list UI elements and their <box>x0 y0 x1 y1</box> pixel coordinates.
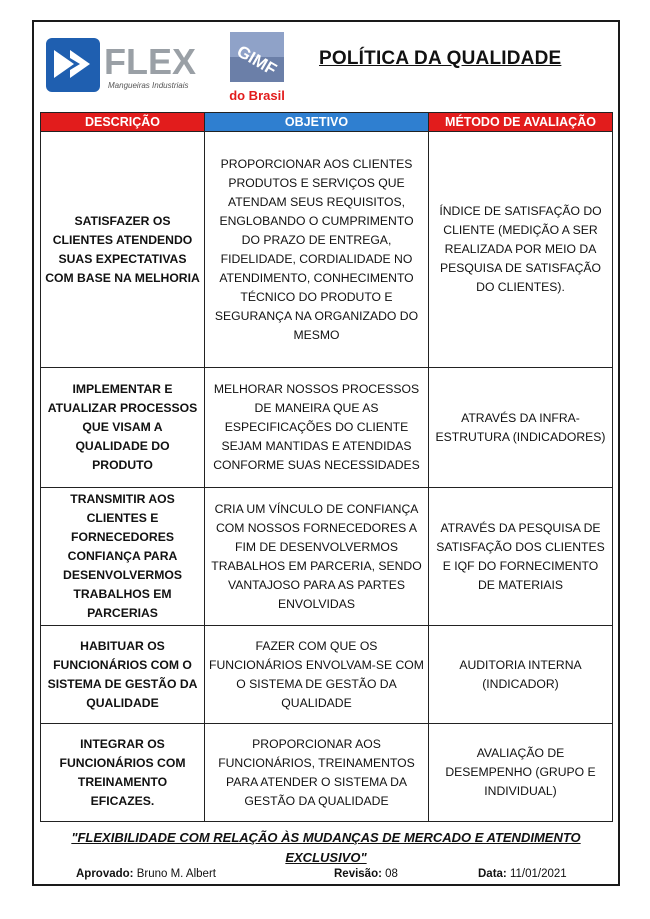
revision <box>334 868 398 880</box>
cell-metodo: AVALIAÇÃO DE DESEMPENHO (GRUPO E INDIVIDUAL) <box>429 724 613 822</box>
svg-text:Mangueiras Industriais: Mangueiras Industriais <box>108 81 189 90</box>
cell-metodo: ATRAVÉS DA INFRA-ESTRUTURA (INDICADORES) <box>429 368 613 488</box>
cell-objetivo: PROPORCIONAR AOS CLIENTES PRODUTOS E SERVIÇOS QUE ATENDAM SEUS REQUISITOS, ENGLOBANDO O CUMPRIMENTO DO PRAZO DE ENTREGA, FIDELIDADE, CORDIALIDADE NO ATENDIMENTO, CONHECIMENTO TÉCNICO DO PRODUTO E SEGURANÇA NA ORGANIZADO DO MESMO <box>205 132 429 368</box>
cell-descricao: INTEGRAR OS FUNCIONÁRIOS COM TREINAMENTO EFICAZES. <box>41 724 205 822</box>
approved-by <box>76 868 216 880</box>
table-row <box>41 488 613 626</box>
revision-value: 08 <box>385 868 398 880</box>
table-row <box>41 368 613 488</box>
svg-text:FLEX: FLEX <box>104 41 197 82</box>
document-header <box>34 22 618 110</box>
quality-policy-table <box>40 112 613 822</box>
document-date <box>478 868 567 880</box>
cell-objetivo: PROPORCIONAR AOS FUNCIONÁRIOS, TREINAMENTOS PARA ATENDER O SISTEMA DA GESTÃO DA QUALIDADE <box>205 724 429 822</box>
cell-descricao: HABITUAR OS FUNCIONÁRIOS COM O SISTEMA DE GESTÃO DA QUALIDADE <box>41 626 205 724</box>
approved-value: Bruno M. Albert <box>136 868 216 880</box>
table-row <box>41 132 613 368</box>
flex-logo <box>44 34 209 96</box>
column-header-objetivo: OBJETIVO <box>205 113 429 132</box>
document-title: POLÍTICA DA QUALIDADE <box>319 48 562 69</box>
table-row <box>41 626 613 724</box>
revision-label: Revisão: <box>334 868 382 880</box>
table-header-row <box>41 113 613 132</box>
cell-descricao: TRANSMITIR AOS CLIENTES E FORNECEDORES CONFIANÇA PARA DESENVOLVERMOS TRABALHOS EM PARCERIAS <box>41 488 205 626</box>
approved-label: Aprovado: <box>76 868 134 880</box>
cell-descricao: IMPLEMENTAR E ATUALIZAR PROCESSOS QUE VISAM A QUALIDADE DO PRODUTO <box>41 368 205 488</box>
svg-text:GIMF: GIMF <box>233 41 280 80</box>
policy-document <box>32 20 620 886</box>
cell-metodo: AUDITORIA INTERNA (INDICADOR) <box>429 626 613 724</box>
column-header-descricao: DESCRIÇÃO <box>41 113 205 132</box>
table-row <box>41 724 613 822</box>
cell-objetivo: CRIA UM VÍNCULO DE CONFIANÇA COM NOSSOS FORNECEDORES A FIM DE DESENVOLVERMOS TRABALHOS EM PARCERIA, SENDO VANTAJOSO PARA AS PARTES ENVOLVIDAS <box>205 488 429 626</box>
column-header-metodo: MÉTODO DE AVALIAÇÃO <box>429 113 613 132</box>
cell-metodo: ATRAVÉS DA PESQUISA DE SATISFAÇÃO DOS CLIENTES E IQF DO FORNECIMENTO DE MATERIAIS <box>429 488 613 626</box>
cell-descricao: SATISFAZER OS CLIENTES ATENDENDO SUAS EXPECTATIVAS COM BASE NA MELHORIA <box>41 132 205 368</box>
gimf-logo <box>222 30 292 106</box>
company-motto: "FLEXIBILIDADE COM RELAÇÃO ÀS MUDANÇAS DE MERCADO E ATENDIMENTO EXCLUSIVO" <box>71 830 581 865</box>
cell-metodo: ÍNDICE DE SATISFAÇÃO DO CLIENTE (MEDIÇÃO A SER REALIZADA POR MEIO DA PESQUISA DE SATISFAÇÃO DO CLIENTES). <box>429 132 613 368</box>
date-value: 11/01/2021 <box>509 868 567 880</box>
svg-text:do Brasil: do Brasil <box>229 88 285 103</box>
cell-objetivo: FAZER COM QUE OS FUNCIONÁRIOS ENVOLVAM-SE COM O SISTEMA DE GESTÃO DA QUALIDADE <box>205 626 429 724</box>
date-label: Data: <box>478 868 507 880</box>
cell-objetivo: MELHORAR NOSSOS PROCESSOS DE MANEIRA QUE AS ESPECIFICAÇÕES DO CLIENTE SEJAM MANTIDAS E ATENDIDAS CONFORME SUAS NECESSIDADES <box>205 368 429 488</box>
